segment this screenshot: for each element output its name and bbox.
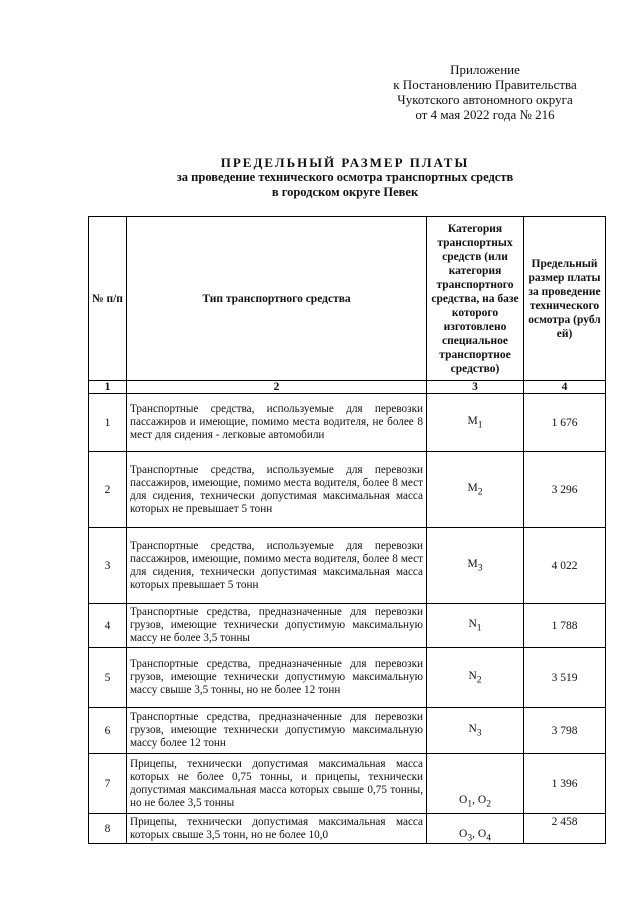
category-letter: N xyxy=(468,617,477,630)
category-letter: M xyxy=(467,414,478,427)
index-cell: 2 xyxy=(127,381,427,394)
category-subscript: 1 xyxy=(477,419,483,431)
row-category xyxy=(427,528,524,604)
row-type: Транспортные средства, используемые для перевозки пассажиров, имеющие, помимо места водителя, более 8 мест для сидения, технически допустимая максимальная масса которых не превышает 5 тонн xyxy=(127,452,427,528)
row-type: Транспортные средства, предназначенные для перевозки грузов, имеющие технически допустимую максимальную массу свыше 3,5 тонны, но не более 12 тонн xyxy=(127,648,427,708)
category-letter: M xyxy=(467,557,478,570)
row-number: 5 xyxy=(89,648,127,708)
row-category xyxy=(427,648,524,708)
category-letter: O xyxy=(477,827,487,840)
row-category xyxy=(427,708,524,754)
category-subscript: 3 xyxy=(467,832,473,843)
row-type: Прицепы, технически допустимая максимальная масса которых не более 0,75 тонны, и прицепы, технически допустимая максимальная масса которых свыше 0,75 тонны, но не более 3,5 тонны xyxy=(127,754,427,814)
header-row xyxy=(89,217,606,381)
appendix-line-3: Чукотского автономного округа xyxy=(397,92,573,107)
category-separator: , xyxy=(472,793,478,806)
row-price: 1 788 xyxy=(524,604,606,648)
row-price: 3 798 xyxy=(524,708,606,754)
appendix-line-4: от 4 мая 2022 года № 216 xyxy=(415,107,555,122)
header-category: Категория транспортных средств (или категория транспортного средства, на базе которого изготовлено специальное транспортное средство) xyxy=(427,217,524,381)
appendix-block xyxy=(380,62,590,122)
table-row xyxy=(89,648,606,708)
category-letter: M xyxy=(467,481,478,494)
row-category xyxy=(427,604,524,648)
row-category xyxy=(427,814,524,844)
row-number: 8 xyxy=(89,814,127,844)
row-number: 7 xyxy=(89,754,127,814)
row-price: 3 519 xyxy=(524,648,606,708)
row-price: 4 022 xyxy=(524,528,606,604)
category-letter: O xyxy=(459,827,468,840)
index-row xyxy=(89,381,606,394)
title-subtitle-2: в городском округе Певек xyxy=(271,185,419,199)
row-number: 3 xyxy=(89,528,127,604)
title-main: ПРЕДЕЛЬНЫЙ РАЗМЕР ПЛАТЫ xyxy=(220,155,470,170)
appendix-line-2: к Постановлению Правительства xyxy=(393,77,577,92)
category-subscript: 2 xyxy=(476,674,482,686)
row-type: Транспортные средства, предназначенные для перевозки грузов, имеющие технически допустимую максимальную массу не более 3,5 тонны xyxy=(127,604,427,648)
fee-table xyxy=(88,216,606,844)
category-subscript: 1 xyxy=(476,622,482,634)
category-letter: O xyxy=(477,793,487,806)
category-letter: N xyxy=(468,669,477,682)
table-row xyxy=(89,394,606,452)
header-num: № п/п xyxy=(89,217,127,381)
header-type: Тип транспортного средства xyxy=(127,217,427,381)
title-subtitle-1: за проведение технического осмотра транспортных средств xyxy=(176,170,514,184)
row-type: Транспортные средства, используемые для перевозки пассажиров, имеющие, помимо места водителя, более 8 мест для сидения, технически допустимая максимальная масса которых превышает 5 тонн xyxy=(127,528,427,604)
row-price: 1 676 xyxy=(524,394,606,452)
category-separator: , xyxy=(472,827,478,840)
appendix-line-1: Приложение xyxy=(450,62,520,77)
index-cell: 3 xyxy=(427,381,524,394)
table-row xyxy=(89,814,606,844)
row-price: 3 296 xyxy=(524,452,606,528)
row-category xyxy=(427,394,524,452)
table-row xyxy=(89,708,606,754)
category-letter: O xyxy=(459,793,468,806)
header-price: Предельный размер платы за проведение технического осмотра (рублей) xyxy=(524,217,606,381)
table-row xyxy=(89,754,606,814)
category-subscript: 3 xyxy=(476,727,482,739)
row-type: Прицепы, технически допустимая максимальная масса которых свыше 3,5 тонн, но не более 10,0 xyxy=(127,814,427,844)
row-number: 4 xyxy=(89,604,127,648)
row-type: Транспортные средства, используемые для перевозки пассажиров и имеющие, помимо места водителя, не более 8 мест для сидения - легковые автомобили xyxy=(127,394,427,452)
row-number: 1 xyxy=(89,394,127,452)
row-number: 6 xyxy=(89,708,127,754)
category-subscript: 2 xyxy=(486,798,491,809)
row-number: 2 xyxy=(89,452,127,528)
index-cell: 4 xyxy=(524,381,606,394)
document-title xyxy=(90,155,600,200)
index-cell: 1 xyxy=(89,381,127,394)
row-type: Транспортные средства, предназначенные для перевозки грузов, имеющие технически допустимую максимальную массу более 12 тонн xyxy=(127,708,427,754)
category-subscript: 2 xyxy=(477,486,483,498)
table-row xyxy=(89,604,606,648)
table-row xyxy=(89,528,606,604)
row-price: 1 396 xyxy=(524,754,606,814)
category-letter: N xyxy=(468,722,477,735)
category-subscript: 4 xyxy=(486,832,491,843)
category-subscript: 1 xyxy=(467,798,473,809)
row-category xyxy=(427,452,524,528)
row-price: 2 458 xyxy=(524,814,606,844)
category-subscript: 3 xyxy=(477,562,483,574)
row-category xyxy=(427,754,524,814)
table-row xyxy=(89,452,606,528)
